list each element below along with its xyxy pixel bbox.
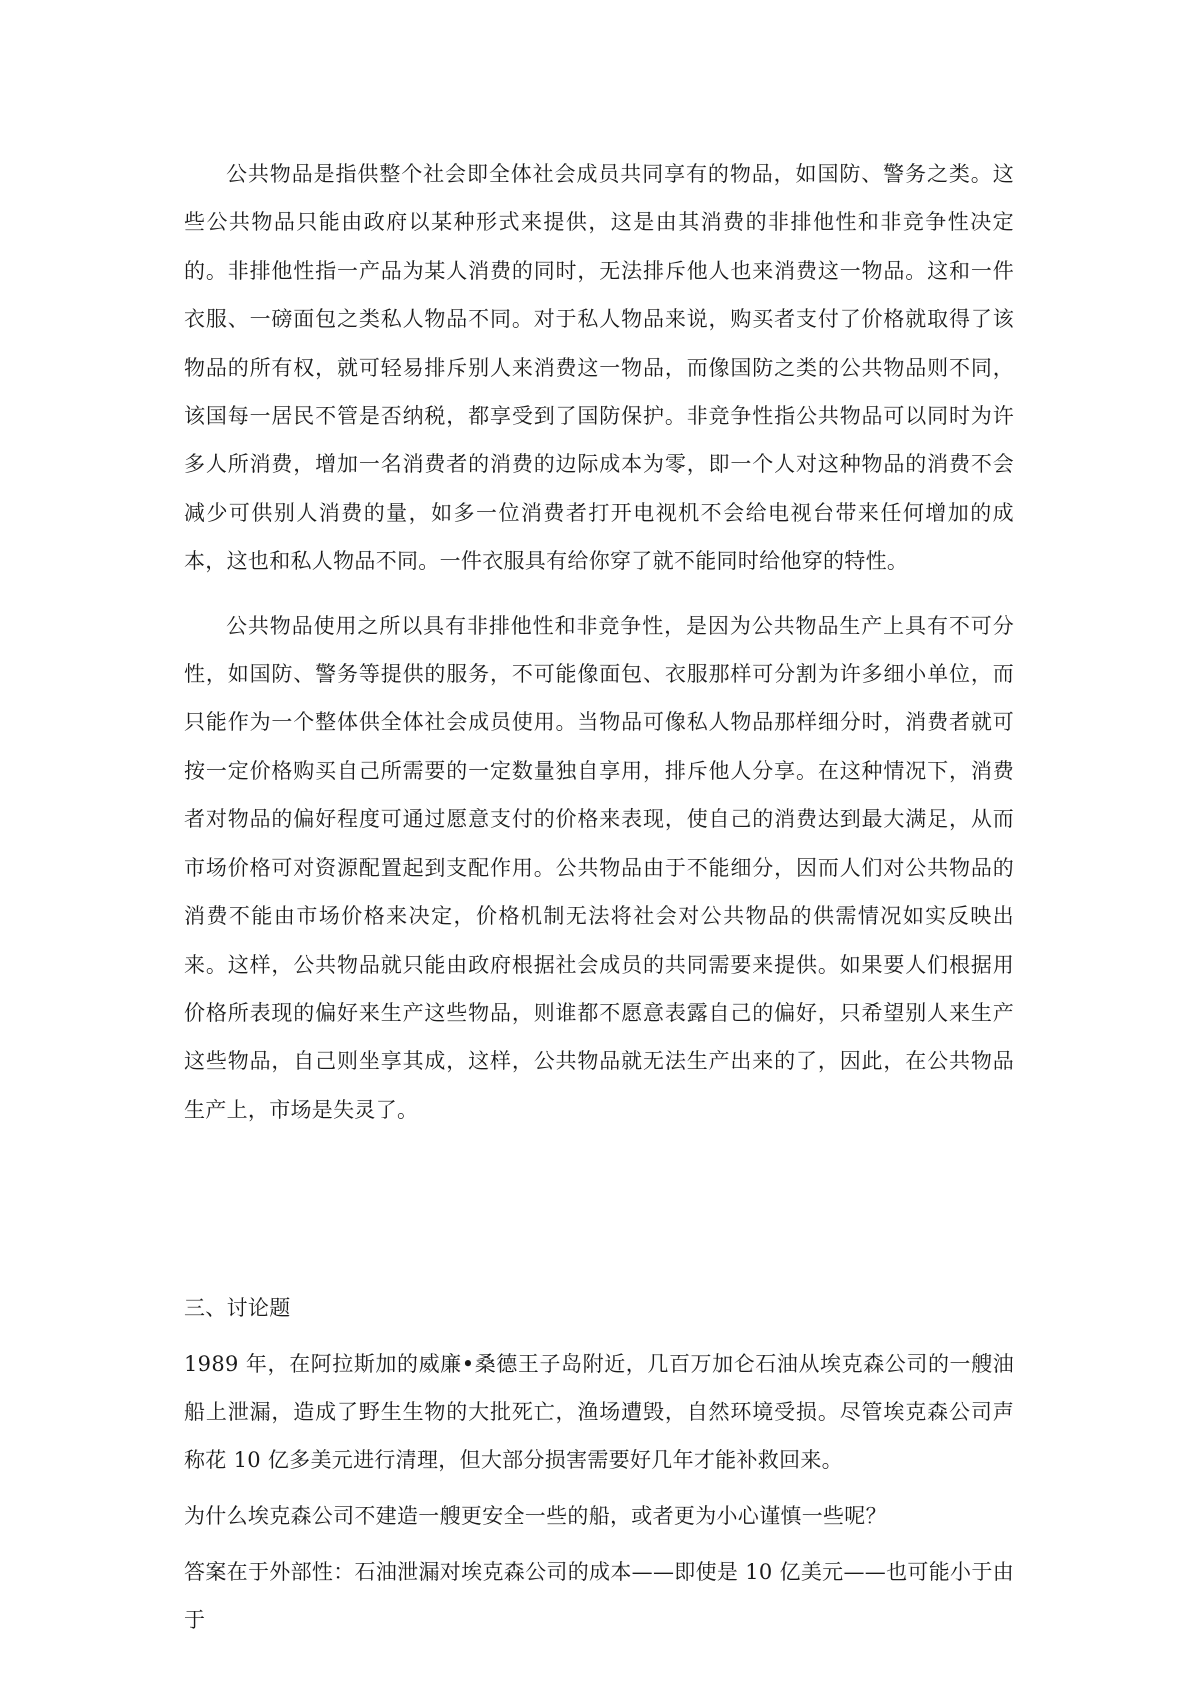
discussion-case-text: 1989 年，在阿拉斯加的威廉•桑德王子岛附近，几百万加仑石油从埃克森公司的一艘油船上泄漏，造成了野生生物的大批死亡，渔场遭毁，自然环境受损。尽管埃克森公司声称花 10 亿多美元进行清理，但大部分损害需要好几年才能补救回来。 — [184, 1352, 1014, 1473]
document-body — [184, 150, 1014, 1644]
discussion-question: 为什么埃克森公司不建造一艘更安全一些的船，或者更为小心谨慎一些呢？ — [184, 1504, 887, 1529]
discussion-answer: 答案在于外部性：石油泄漏对埃克森公司的成本——即使是 10 亿美元——也可能小于由于 — [184, 1560, 1014, 1633]
paragraph-public-goods-indivisibility: 公共物品使用之所以具有非排他性和非竞争性，是因为公共物品生产上具有不可分性，如国防、警务等提供的服务，不可能像面包、衣服那样可分割为许多细小单位，而只能作为一个整体供全体社会成员使用。当物品可像私人物品那样细分时，消费者就可按一定价格购买自己所需要的一定数量独自享用，排斥他人分享。在这种情况下，消费者对物品的偏好程度可通过愿意支付的价格来表现，使自己的消费达到最大满足，从而市场价格可对资源配置起到支配作用。公共物品由于不能细分，因而人们对公共物品的消费不能由市场价格来决定，价格机制无法将社会对公共物品的供需情况如实反映出来。这样，公共物品就只能由政府根据社会成员的共同需要来提供。如果要人们根据用价格所表现的偏好来生产这些物品，则谁都不愿意表露自己的偏好，只希望别人来生产这些物品，自己则坐享其成，这样，公共物品就无法生产出来的了，因此，在公共物品生产上，市场是失灵了。 — [184, 613, 1014, 1122]
paragraph-public-goods-definition: 公共物品是指供整个社会即全体社会成员共同享有的物品，如国防、警务之类。这些公共物品只能由政府以某种形式来提供，这是由其消费的非排他性和非竞争性决定的。非排他性指一产品为某人消费的同时，无法排斥他人也来消费这一物品。这和一件衣服、一磅面包之类私人物品不同。对于私人物品来说，购买者支付了价格就取得了该物品的所有权，就可轻易排斥别人来消费这一物品，而像国防之类的公共物品则不同，该国每一居民不管是否纳税，都享受到了国防保护。非竞争性指公共物品可以同时为许多人所消费，增加一名消费者的消费的边际成本为零，即一个人对这种物品的消费不会减少可供别人消费的量，如多一位消费者打开电视机不会给电视台带来任何增加的成本，这也和私人物品不同。一件衣服具有给你穿了就不能同时给他穿的特性。 — [184, 162, 1014, 574]
section-heading-discussion: 三、讨论题 — [184, 1296, 291, 1321]
